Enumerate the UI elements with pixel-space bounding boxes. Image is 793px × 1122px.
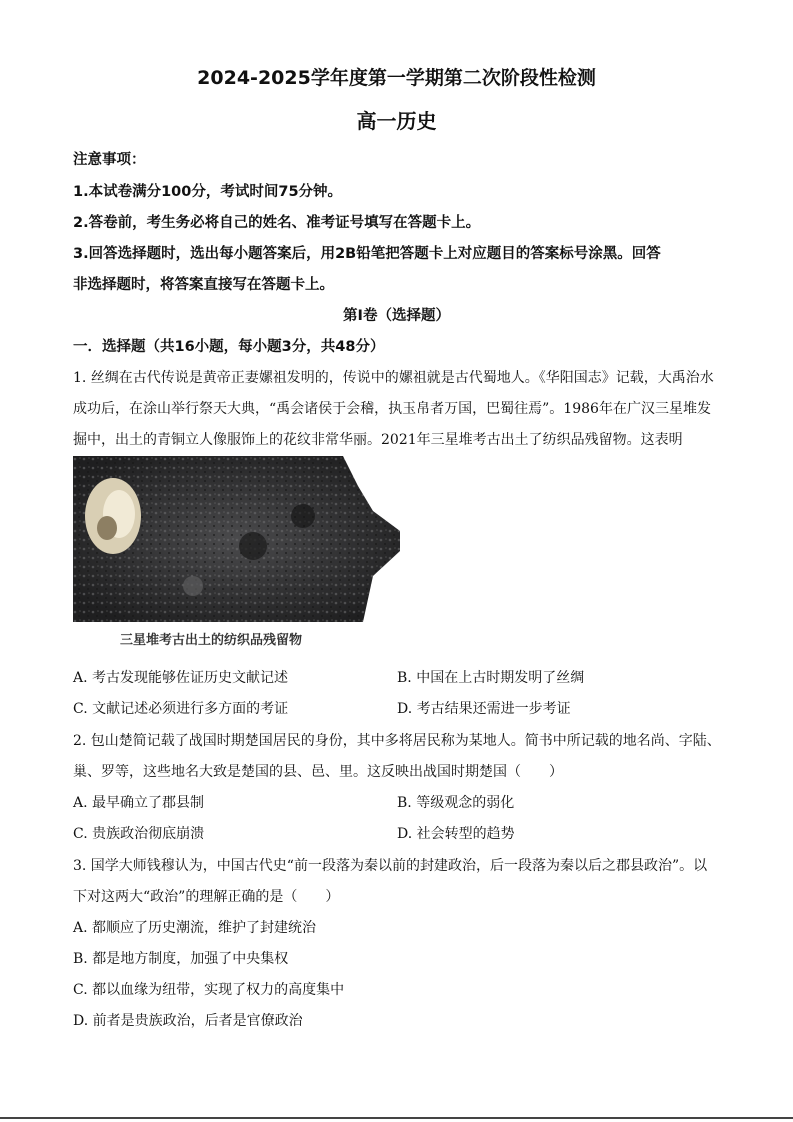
notice-item: 2.答卷前，考生务必将自己的姓名、准考证号填写在答题卡上。 (73, 215, 481, 231)
question-3-text: 下对这两大“政治”的理解正确的是（ ） (73, 889, 340, 905)
question-2-text: 2. 包山楚简记载了战国时期楚国居民的身份，其中多将居民称为某地人。简书中所记载的地名尚、字陆、 (73, 733, 721, 749)
option-a[interactable]: A. 考古发现能够佐证历史文献记述 (73, 670, 289, 686)
notice-item: 非选择题时，将答案直接写在答题卡上。 (73, 277, 334, 293)
page-bottom-divider (0, 1117, 793, 1119)
option-c[interactable]: C. 贵族政治彻底崩溃 (73, 826, 205, 842)
question-1-text: 成功后，在涂山举行祭天大典，“禹会诸侯于会稽，执玉帛者万国，巴蜀往焉”。1986年在广汉三星堆发 (73, 401, 711, 417)
question-3-text: 3. 国学大师钱穆认为，中国古代史“前一段落为秦以前的封建政治，后一段落为秦以后之郡县政治”。以 (73, 858, 708, 874)
option-a[interactable]: A. 最早确立了郡县制 (73, 795, 205, 811)
part-title: 一．选择题（共16小题，每小题3分，共48分） (73, 339, 385, 355)
option-d[interactable]: D. 前者是贵族政治，后者是官僚政治 (73, 1013, 303, 1029)
figure-caption: 三星堆考古出土的纺织品残留物 (120, 633, 303, 648)
option-b[interactable]: B. 等级观念的弱化 (397, 795, 515, 811)
option-c[interactable]: C. 都以血缘为纽带，实现了权力的高度集中 (73, 982, 345, 998)
notice-item: 1.本试卷满分100分，考试时间75分钟。 (73, 184, 343, 200)
question-1-text: 掘中，出土的青铜立人像服饰上的花纹非常华丽。2021年三星堆考古出土了纺织品残留物。这表明 (73, 432, 683, 448)
option-d[interactable]: D. 社会转型的趋势 (397, 826, 515, 842)
exam-title: 2024-2025学年度第一学期第二次阶段性检测 (197, 67, 596, 89)
option-b[interactable]: B. 中国在上古时期发明了丝绸 (397, 670, 585, 686)
exam-subject: 高一历史 (356, 109, 437, 133)
question-2-text: 巢、罗等，这些地名大致是楚国的县、邑、里。这反映出战国时期楚国（ ） (73, 764, 563, 780)
notice-item: 3.回答选择题时，选出每小题答案后，用2B铅笔把答题卡上对应题目的答案标号涂黑。回答 (73, 246, 661, 262)
option-b[interactable]: B. 都是地方制度，加强了中央集权 (73, 951, 289, 967)
textile-residue-photo (73, 456, 400, 622)
option-c[interactable]: C. 文献记述必须进行多方面的考证 (73, 701, 289, 717)
volume-title: 第Ⅰ卷（选择题） (343, 308, 450, 324)
option-a[interactable]: A. 都顺应了历史潮流，维护了封建统治 (73, 920, 317, 936)
notice-heading: 注意事项： (73, 152, 146, 168)
question-1-text: 1. 丝绸在古代传说是黄帝正妻嫘祖发明的，传说中的嫘祖就是古代蜀地人。《华阳国志》记载，大禹治水 (73, 370, 714, 386)
option-d[interactable]: D. 考古结果还需进一步考证 (397, 701, 571, 717)
